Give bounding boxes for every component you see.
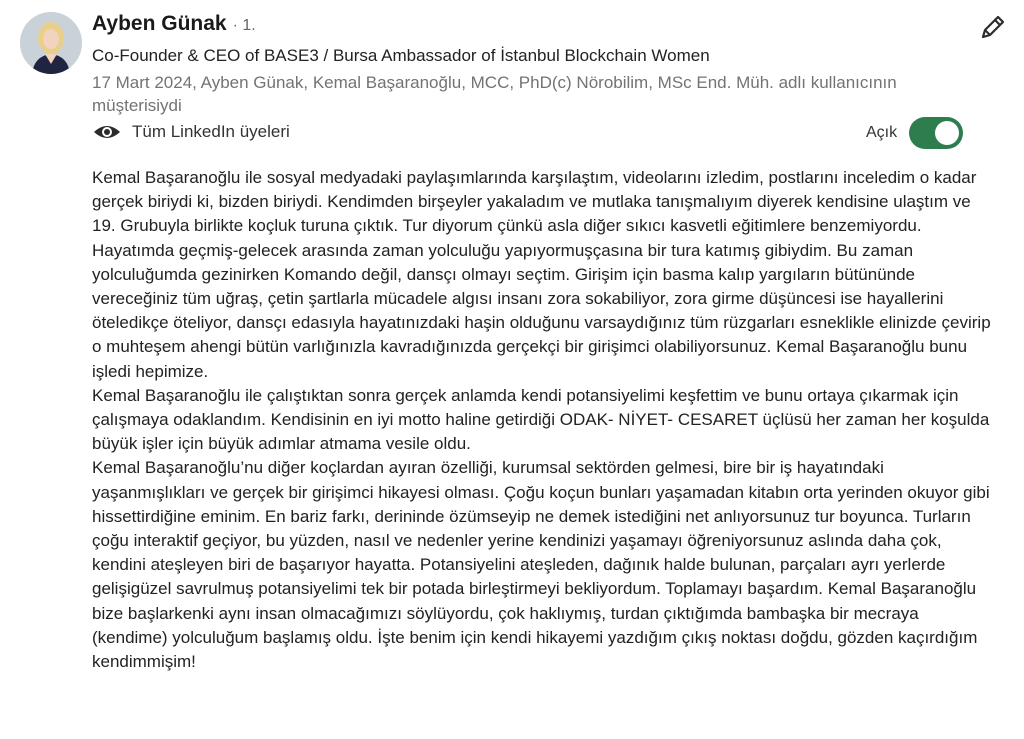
toggle-knob (935, 121, 959, 145)
recommendation-text (92, 166, 992, 674)
pencil-icon (978, 12, 1008, 42)
profile-photo (20, 12, 82, 74)
visibility-setting[interactable] (92, 122, 290, 142)
recommender-header (92, 12, 256, 36)
display-toggle-group (866, 117, 963, 149)
connection-degree: · 1. (232, 17, 256, 34)
recommendation-paragraph: Kemal Başaranoğlu ile çalıştıktan sonra gerçek anlamda kendi potansiyelimi keşfettim ve bunu ortaya çıkarmak için çalışmaya odaklandım. Kendisinin en iyi motto haline getirdiği ODAK- NİYET- CESARET üçlüsü her zaman her koşulda büyük işler için büyük adımlar atmama vesile oldu. (92, 385, 990, 454)
visibility-label: Tüm LinkedIn üyeleri (132, 122, 290, 141)
recommendation-paragraph: Kemal Başaranoğlu’nu diğer koçlardan ayıran özelliği, kurumsal sektörden gelmesi, bire bir iş hayatındaki yaşanmışlıkları ve gerçek bir girişimci hikayesi olması. Çoğu koçun bunları yaşamadan kitabın orta yerinden okuyor gibi hissettirdiğine eminim. En bariz farkı, derininde özümseyip ne demek istediğini net anlıyorsunuz tur boyunca. Turların çoğu interaktif geçiyor, bu yüzden, nasıl ve nedenler yerine kendinizi yaşamayı öğreniyorsunuz aslında daha çok, kendini ateşleyen biri de başarıyor hayatta. Potansiyelini ateşleden, dağınık halde bulunan, parçaları ayrı yerlerde gelişigüzel savrulmuş potansiyelimi tek bir potada birleştirmeyi bekliyordum. Toplamayı başardım. Kemal Başaranoğlu bize başlarkenki aynı insan olmacağımızı söylüyordu, çok haklıymış, turdan çıktığımda bambaşka bir mecraya (kendime) yolculuğum başlamış oldu. İşte benim için kendi hikayemi yazdığım çıkış noktası doğdu, gözden kaçırdığım kendimmişim! (92, 458, 990, 672)
recommender-headline: Co-Founder & CEO of BASE3 / Bursa Ambassador of İstanbul Blockchain Women (92, 46, 710, 65)
recommender-name[interactable]: Ayben Günak (92, 12, 227, 35)
recommendation-meta: 17 Mart 2024, Ayben Günak, Kemal Başaranoğlu, MCC, PhD(c) Nörobilim, MSc End. Müh. adlı kullanıcının müşterisiydi (92, 73, 897, 115)
edit-button[interactable] (978, 12, 1010, 44)
avatar[interactable] (20, 12, 82, 74)
display-toggle[interactable] (909, 117, 963, 149)
toggle-label: Açık (866, 124, 898, 141)
eye-icon (92, 122, 122, 142)
recommendation-paragraph: Kemal Başaranoğlu ile sosyal medyadaki paylaşımlarında karşılaştım, videolarını izledim, postlarını inceledim o kadar gerçek biriydi ki, bizden biriydi. Kendimden birşeyler yakaladım ve mutlaka tanışmalıyım diyerek kendisine ulaştım ve 19. Grubuyla birlikte koçluk turuna çıktık. Tur diyorum çünkü asla diğer sıkıcı kasvetli eğitimlere benzemiyordu. Hayatımda geçmiş-gelecek arasında zaman yolculuğu yapıyormuşçasına bir tura katımış gibiydim. Bu zaman yolculuğumda gezinirken Komando değil, dansçı olmayı seçtim. Girişim için basma kalıp yargıların bütününde vereceğiniz tüm uğraş, çetin şartlarla mücadele algısı insanı zora sokabiliyor, zora girme düşüncesi ise hayallerini öteledikçe öteliyor, dansçı edasıyla hayatınızdaki haşin olduğunu varsaydığınız tüm rüzgarları esneklikle elinizde çevirip o muhteşem ahengi bütün varlığınızla kavradığınızda gerçekçi bir girişimci olabiliyorsunuz. Kemal Başaranoğlu bunu işledi hepimize. (92, 168, 991, 381)
